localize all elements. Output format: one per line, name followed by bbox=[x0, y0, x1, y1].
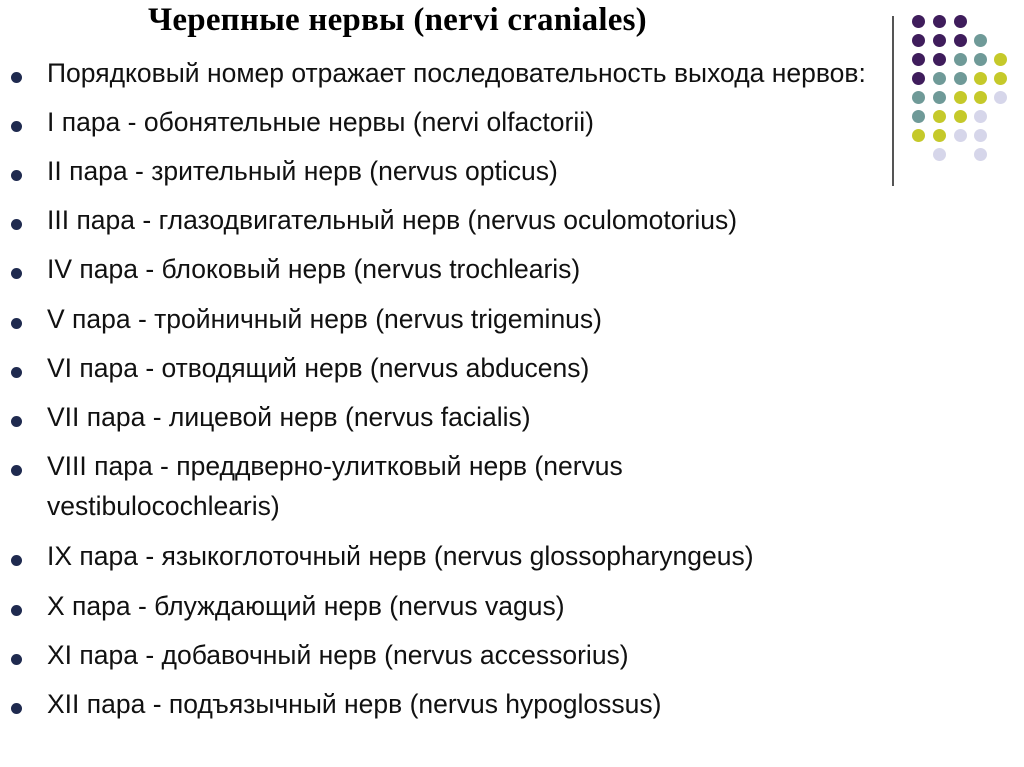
bullet-icon bbox=[11, 416, 22, 427]
list-item-text: VII пара - лицевой нерв (nervus facialis) bbox=[47, 402, 531, 432]
bullet-icon bbox=[11, 367, 22, 378]
list-item-text: XI пара - добавочный нерв (nervus accessorius) bbox=[47, 640, 629, 670]
decor-dot bbox=[954, 129, 967, 142]
decor-dot bbox=[954, 72, 967, 85]
decor-dot bbox=[912, 53, 925, 66]
decor-dot bbox=[974, 72, 987, 85]
list-item-text: III пара - глазодвигательный нерв (nervus oculomotorius) bbox=[47, 205, 738, 235]
decor-dot bbox=[933, 91, 946, 104]
decor-dot bbox=[933, 110, 946, 123]
decor-dot bbox=[954, 34, 967, 47]
list-item-text: VI пара - отводящий нерв (nervus abducens) bbox=[47, 353, 590, 383]
list-item-text: VIII пара - преддверно-улитковый нерв (nervus bbox=[47, 451, 623, 481]
decor-dot bbox=[974, 34, 987, 47]
decor-dot bbox=[994, 72, 1007, 85]
bullet-icon bbox=[11, 703, 22, 714]
list-item-text: I пара - обонятельные нервы (nervi olfactorii) bbox=[47, 107, 594, 137]
decor-dot bbox=[912, 34, 925, 47]
list-item-text: IV пара - блоковый нерв (nervus trochlearis) bbox=[47, 254, 581, 284]
decor-dot bbox=[974, 53, 987, 66]
decor-dot bbox=[954, 110, 967, 123]
decor-dot bbox=[912, 91, 925, 104]
list-item-text: II пара - зрительный нерв (nervus opticus) bbox=[47, 156, 558, 186]
list-item-text: X пара - блуждающий нерв (nervus vagus) bbox=[47, 591, 565, 621]
decor-dot bbox=[974, 91, 987, 104]
decor-dot bbox=[954, 53, 967, 66]
bullet-icon bbox=[11, 72, 22, 83]
decor-dot bbox=[974, 110, 987, 123]
bullet-icon bbox=[11, 219, 22, 230]
decor-dot bbox=[974, 148, 987, 161]
bullet-icon bbox=[11, 268, 22, 279]
decor-dot bbox=[994, 53, 1007, 66]
decor-dot bbox=[974, 129, 987, 142]
decor-dot bbox=[912, 110, 925, 123]
decor-dot bbox=[933, 72, 946, 85]
bullet-icon bbox=[11, 654, 22, 665]
list-item-text: XII пара - подъязычный нерв (nervus hypoglossus) bbox=[47, 689, 662, 719]
slide-title: Черепные нервы (nervi craniales) bbox=[148, 2, 647, 38]
decor-dot bbox=[933, 15, 946, 28]
decor-dot bbox=[933, 53, 946, 66]
decor-dot bbox=[912, 129, 925, 142]
list-item-text: IX пара - языкоглоточный нерв (nervus glossopharyngeus) bbox=[47, 541, 754, 571]
bullet-icon bbox=[11, 121, 22, 132]
decor-dot bbox=[954, 91, 967, 104]
decor-dot bbox=[933, 34, 946, 47]
bullet-icon bbox=[11, 605, 22, 616]
list-item-text-continued: vestibulocochlearis) bbox=[47, 491, 280, 521]
decor-dot bbox=[954, 15, 967, 28]
bullet-icon bbox=[11, 170, 22, 181]
decor-dot bbox=[933, 129, 946, 142]
bullet-icon bbox=[11, 465, 22, 476]
decor-dot bbox=[994, 91, 1007, 104]
vertical-divider bbox=[892, 16, 894, 186]
decor-dot bbox=[933, 148, 946, 161]
decor-dot bbox=[912, 15, 925, 28]
list-item-text: V пара - тройничный нерв (nervus trigeminus) bbox=[47, 304, 602, 334]
decor-dot bbox=[912, 72, 925, 85]
bullet-icon bbox=[11, 318, 22, 329]
bullet-icon bbox=[11, 555, 22, 566]
list-item-text: Порядковый номер отражает последовательность выхода нервов: bbox=[47, 58, 866, 88]
